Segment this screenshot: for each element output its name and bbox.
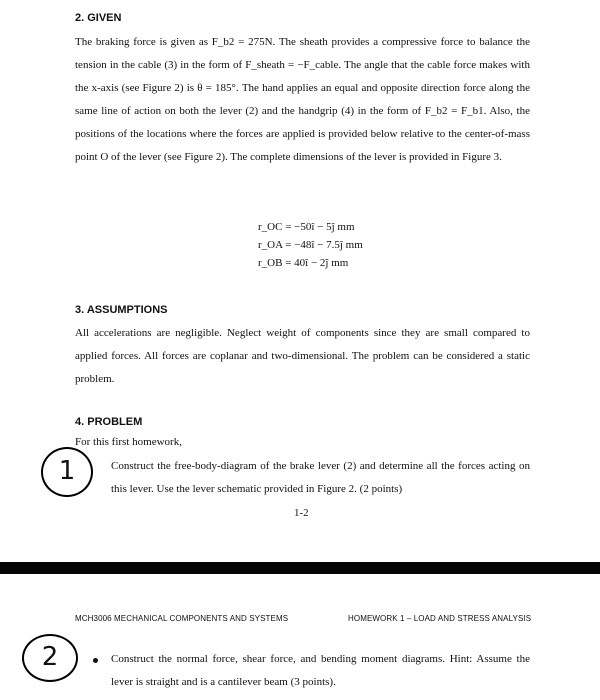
handwritten-circle-1 [41,447,93,497]
assumptions-paragraph [75,322,530,391]
problem-intro: For this first homework, [75,436,182,448]
problem-item-2-text: Construct the normal force, shear force, and bending moment diagrams. Hint: Assume the lever is straight and is a cantilever beam (3 points). [111,653,530,688]
equation-r-oa: r_OA = −48î − 7.5ĵ mm [258,239,363,251]
handwritten-circle-2 [22,634,78,682]
equation-r-ob: r_OB = 40î − 2ĵ mm [258,257,349,269]
given-paragraph-text: The braking force is given as F_b2 = 275N. The sheath provides a compressive force to balance the tension in the cable (3) in the form of F_sheath = −F_cable. The angle that the cable force makes with the x-axis (see Figure 2) is θ = 185°. The hand applies an equal and opposite direction force along the same line of action on both the lever (2) and the handgrip (4) in the form of F_b2 = F_b1. Also, the positions of the locations where the forces are applied is provided below relative to the center-of-mass point O of the lever (see Figure 2). The complete dimensions of the lever is provided in Figure 3. [75,36,530,163]
problem-item-2 [111,648,530,694]
page-break-bar [0,562,600,574]
equation-r-oc: r_OC = −50î − 5ĵ mm [258,221,355,233]
assumptions-paragraph-text: All accelerations are negligible. Neglect weight of components since they are small compared to applied forces. All forces are coplanar and two-dimensional. The problem can be considered a static problem. [75,327,530,385]
bullet-icon [93,658,98,663]
given-paragraph [75,31,530,169]
given-heading: 2. GIVEN [75,12,122,24]
problem-item-1-text: Construct the free-body-diagram of the brake lever (2) and determine all the forces acting on this lever. Use the lever schematic provided in Figure 2. (2 points) [111,460,530,495]
footer-course: MCH3006 MECHANICAL COMPONENTS AND SYSTEMS [75,614,289,623]
problem-item-1 [111,455,530,501]
handwritten-number-1: 1 [58,456,76,486]
problem-heading: 4. PROBLEM [75,416,143,428]
footer-homework: HOMEWORK 1 – LOAD AND STRESS ANALYSIS [348,614,532,623]
assumptions-heading: 3. ASSUMPTIONS [75,304,168,316]
page-number: 1-2 [294,507,309,519]
handwritten-number-2: 2 [41,642,59,672]
